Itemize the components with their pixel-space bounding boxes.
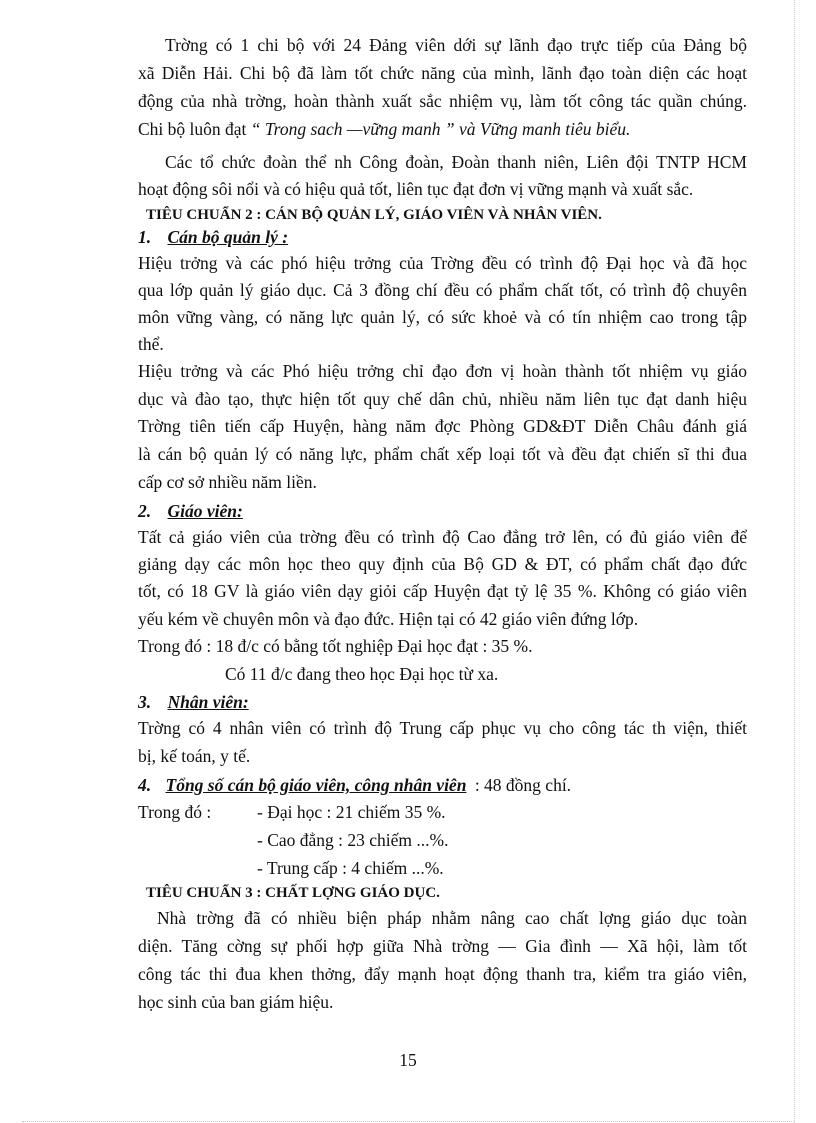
paragraph-line: xã Diễn Hải. Chi bộ đã làm tốt chức năng của mình, lãnh đạo toàn diện các hoạt <box>138 63 747 83</box>
page-number: 15 <box>399 1050 417 1070</box>
section-heading: TIÊU CHUẨN 2 : CÁN BỘ QUẢN LÝ, GIÁO VIÊN VÀ NHÂN VIÊN. <box>146 207 602 223</box>
paragraph-line: diện. Tăng cờng sự phối hợp giữa Nhà trờng — Gia đình — Xã hội, làm tốt <box>138 936 747 956</box>
staff-total: : 48 đồng chí. <box>474 775 572 795</box>
paragraph-line: công tác thi đua khen thởng, đẩy mạnh hoạt động thanh tra, kiểm tra giáo viên, <box>138 964 747 984</box>
subsection-label: Cán bộ quản lý : <box>167 227 289 247</box>
paragraph-line: giảng dạy các môn học theo quy định của Bộ GD & ĐT, có phẩm chất đạo đức <box>138 554 747 574</box>
paragraph-line: Trờng có 1 chi bộ với 24 Đảng viên dới sự lãnh đạo trực tiếp của Đảng bộ <box>165 35 747 55</box>
paragraph-line: Tất cả giáo viên của trờng đều có trình độ Cao đẳng trở lên, có đủ giáo viên để <box>138 527 747 547</box>
paragraph-line: Trong đó : 18 đ/c có bằng tốt nghiệp Đại học đạt : 35 %. <box>138 636 533 656</box>
paragraph-line: cấp cơ sở nhiều năm liền. <box>138 472 317 492</box>
paragraph-line: tốt, có 18 GV là giáo viên dạy giỏi cấp Huyện đạt tỷ lệ 35 %. Không có giáo viên <box>138 581 747 601</box>
list-item: - Cao đẳng : 23 chiếm ...%. <box>257 830 449 850</box>
paragraph-line: Có 11 đ/c đang theo học Đại học từ xa. <box>225 664 499 684</box>
paragraph-line: Trờng có 4 nhân viên có trình độ Trung cấp phục vụ cho công tác th viện, thiết <box>138 718 747 738</box>
paragraph-line: môn vững vàng, có năng lực quản lý, có sức khoẻ và có tín nhiệm cao trong tập <box>138 307 747 327</box>
page-border-bottom <box>22 1121 794 1122</box>
paragraph-line: hoạt động sôi nổi và có hiệu quả tốt, liên tục đạt đơn vị vững mạnh và xuất sắc. <box>138 179 694 199</box>
subsection-title <box>138 226 288 248</box>
subsection-number: 1. <box>138 227 152 247</box>
subsection-label: Nhân viên: <box>167 692 249 712</box>
subsection-number: 4. <box>138 775 152 795</box>
paragraph-line: động của nhà trờng, hoàn thành xuất sắc nhiệm vụ, làm tốt công tác quần chúng. <box>138 91 747 111</box>
paragraph-line: qua lớp quản lý giáo dục. Cả 3 đồng chí đều có phẩm chất tốt, có trình độ chuyên <box>138 280 747 300</box>
paragraph-line: yếu kém về chuyên môn và đạo đức. Hiện tại có 42 giáo viên đứng lớp. <box>138 609 639 629</box>
summary-line <box>138 774 571 796</box>
list-item: - Đại học : 21 chiếm 35 %. <box>257 802 446 822</box>
subsection-number: 2. <box>138 501 152 521</box>
paragraph-line: thể. <box>138 334 164 354</box>
quote-text: “ Trong sach —vững manh ” và Vững manh tiêu biểu. <box>250 119 631 139</box>
paragraph-line: học sinh của ban giám hiệu. <box>138 992 334 1012</box>
subsection-title <box>138 500 243 522</box>
subsection-number: 3. <box>138 692 152 712</box>
page-border-right <box>794 0 795 1123</box>
paragraph-line: Hiệu trởng và các phó hiệu trởng của Trờng đều có trình độ Đại học và đã học <box>138 253 747 273</box>
list-label: Trong đó : <box>138 802 212 822</box>
subsection-label: Giáo viên: <box>167 501 243 521</box>
list-item: - Trung cấp : 4 chiếm ...%. <box>257 858 444 878</box>
subsection-title <box>138 691 249 713</box>
paragraph-line: dục và đào tạo, thực hiện tốt quy chế dân chủ, nhiều năm liên tục đạt danh hiệu <box>138 389 747 409</box>
paragraph-line: Hiệu trởng và các Phó hiệu trởng chỉ đạo đơn vị hoàn thành tốt nhiệm vụ giáo <box>138 361 747 381</box>
paragraph-line <box>138 118 630 140</box>
paragraph-line: Các tổ chức đoàn thể nh Công đoàn, Đoàn thanh niên, Liên đội TNTP HCM <box>165 152 747 172</box>
text-span: Chi bộ luôn đạt <box>138 119 247 139</box>
paragraph-line: Nhà trờng đã có nhiều biện pháp nhằm nâng cao chất lợng giáo dục toàn <box>157 908 747 928</box>
paragraph-line: Trờng tiên tiến cấp Huyện, hàng năm đợc Phòng GD&ĐT Diễn Châu đánh giá <box>138 416 747 436</box>
subsection-label: Tổng số cán bộ giáo viên, công nhân viên <box>165 775 467 795</box>
paragraph-line: bị, kế toán, y tế. <box>138 746 251 766</box>
section-heading: TIÊU CHUẨN 3 : CHẤT LỢNG GIÁO DỤC. <box>146 885 440 901</box>
paragraph-line: là cán bộ quản lý có năng lực, phẩm chất xếp loại tốt và đều đạt chiến sĩ thi đua <box>138 444 747 464</box>
